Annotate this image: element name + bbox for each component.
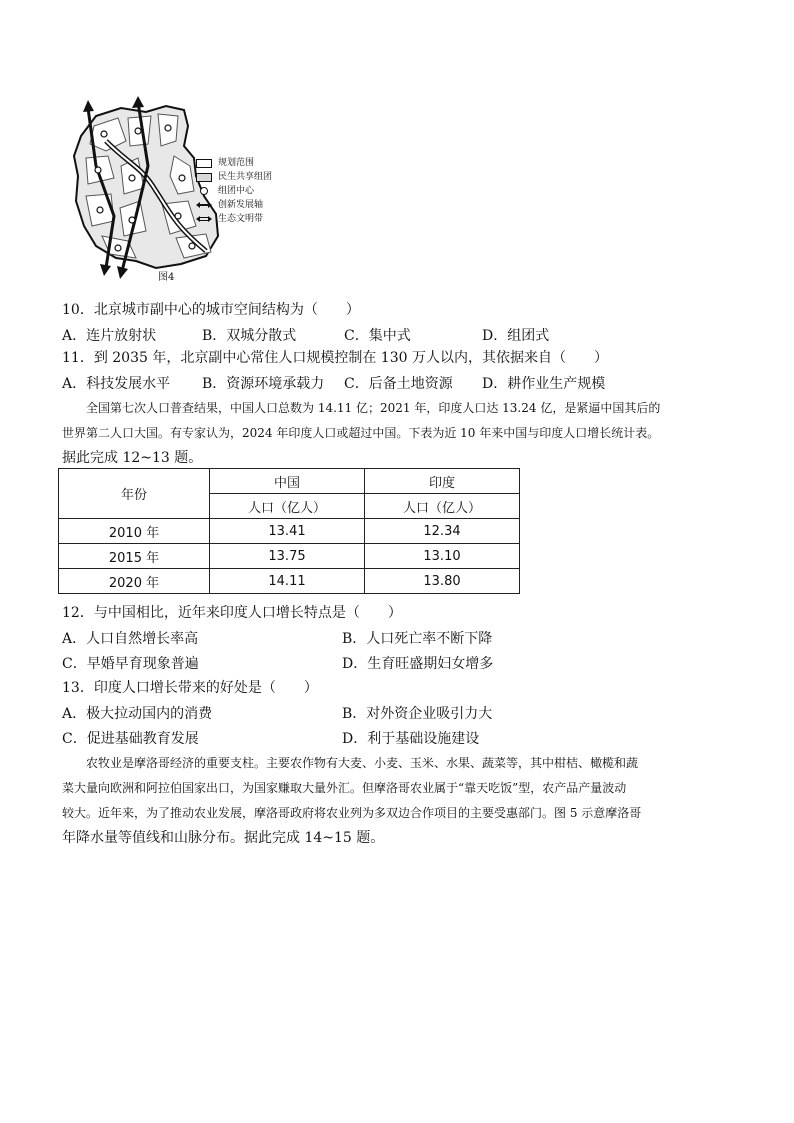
option: C．后备土地资源 [344,376,453,392]
legend-row-axis [196,198,272,212]
passage-line: 全国第七次人口普查结果，中国人口总数为 14.11 亿；2021 年，印度人口达 13.24 亿，是紧逼中国其后的 [86,401,661,415]
legend-row-cluster [196,170,272,184]
table-row [59,569,520,594]
unit-header: 人口（亿人） [365,494,520,519]
year-cell: 2010 年 [59,519,210,544]
india-cell: 13.80 [365,569,520,594]
country-header-china: 中国 [210,469,365,494]
india-cell: 12.34 [365,519,520,544]
passage-line: 较大。近年来，为了推动农业发展，摩洛哥政府将农业列为多双边合作项目的主要受惠部门。图 5 示意摩洛哥 [62,806,642,820]
year-cell: 2020 年 [59,569,210,594]
option: B．双城分散式 [202,328,297,344]
china-cell: 14.11 [210,569,365,594]
figure-4-caption: 图4 [158,272,175,283]
option: B．人口死亡率不断下降 [342,631,493,647]
figure-4-legend [196,156,272,226]
legend-label: 生态文明带 [218,214,264,224]
option: B．对外资企业吸引力大 [342,706,493,722]
table-row [59,519,520,544]
india-cell: 13.10 [365,544,520,569]
year-header: 年份 [59,469,210,519]
double-arrow-icon [196,201,212,209]
legend-label: 规划范围 [218,158,255,168]
option: D．利于基础设施建设 [342,731,480,747]
option: B．资源环境承载力 [202,376,325,392]
circle-icon [196,187,212,195]
passage-population [62,396,730,471]
option: D．组团式 [482,328,550,344]
option: D．耕作业生产规模 [482,376,606,392]
china-cell: 13.75 [210,544,365,569]
legend-row-belt [196,212,272,226]
option: C．早婚早育现象普遍 [62,656,199,672]
cluster-swatch [196,173,212,181]
option: D．生育旺盛期妇女增多 [342,656,494,672]
double-line-arrow-icon [196,215,212,223]
country-header-india: 印度 [365,469,520,494]
question-12-stem: 12．与中国相比，近年来印度人口增长特点是（ ） [62,605,402,621]
year-cell: 2015 年 [59,544,210,569]
option: C．集中式 [344,328,411,344]
option: A．极大拉动国内的消费 [62,706,213,722]
legend-label: 创新发展轴 [218,200,264,210]
question-11-stem: 11．到 2035 年，北京副中心常住人口规模控制在 130 万人以内，其依据来自（ ） [62,350,608,366]
option: C．促进基础教育发展 [62,731,199,747]
passage-line: 世界第二人口大国。有专家认为，2024 年印度人口或超过中国。下表为近 10 年来中国与印度人口增长统计表。 [62,426,660,440]
china-cell: 13.41 [210,519,365,544]
option: A．连片放射状 [62,328,157,344]
legend-row-center [196,184,272,198]
population-table [58,468,520,594]
legend-label: 组团中心 [218,186,255,196]
legend-label: 民生共享组团 [218,172,273,182]
planning-area-swatch [196,159,212,167]
unit-header: 人口（亿人） [210,494,365,519]
question-13-stem: 13．印度人口增长带来的好处是（ ） [62,680,318,696]
passage-morocco [62,751,730,851]
option: A．科技发展水平 [62,376,171,392]
passage-line: 农牧业是摩洛哥经济的重要支柱。主要农作物有大麦、小麦、玉米、水果、蔬菜等，其中柑桔、橄榄和蔬 [86,756,639,770]
question-10-stem: 10．北京城市副中心的城市空间结构为（ ） [62,302,360,318]
passage-line: 据此完成 12~13 题。 [62,450,203,466]
passage-line: 年降水量等值线和山脉分布。据此完成 14~15 题。 [62,830,385,846]
passage-line: 菜大量向欧洲和阿拉伯国家出口，为国家赚取大量外汇。但摩洛哥农业属于“靠天吃饭”型，农产品产量波动 [62,781,627,795]
table-row [59,544,520,569]
option: A．人口自然增长率高 [62,631,199,647]
legend-row-planning [196,156,272,170]
